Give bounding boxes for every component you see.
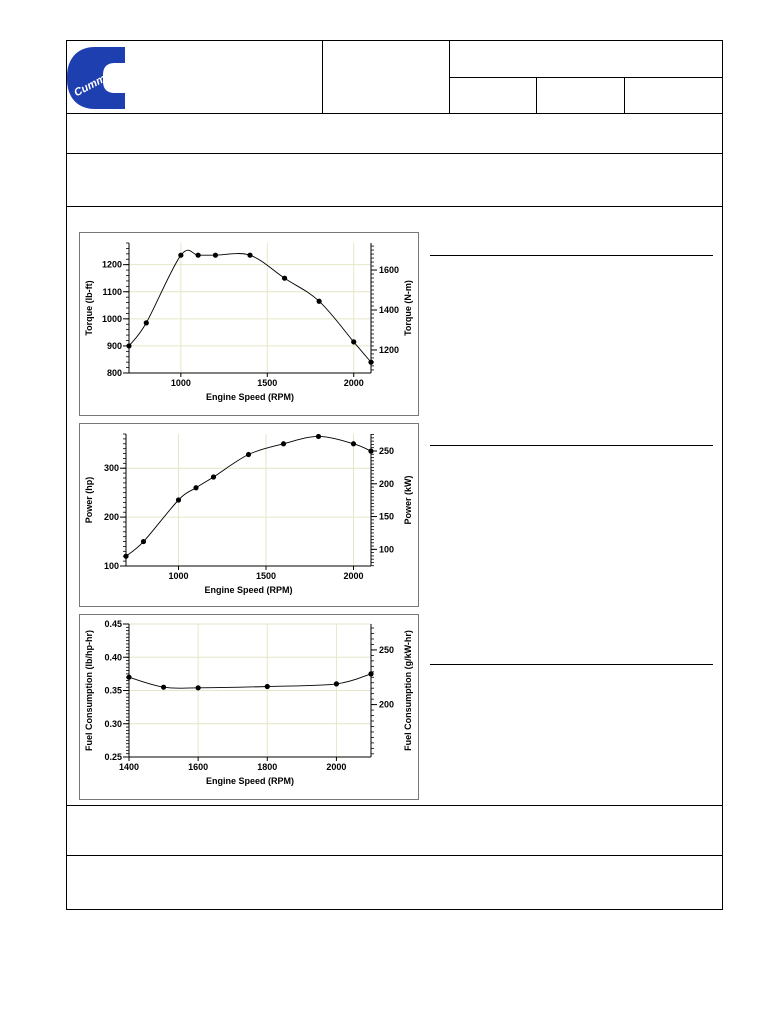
power-chart: [79, 423, 419, 607]
y-tick-label-0: 0.25: [104, 752, 122, 762]
fuel-consumption-chart: [79, 614, 419, 800]
data-point-5: [246, 452, 251, 457]
x-axis-title: Engine Speed (RPM): [205, 392, 295, 402]
row-line-4: [66, 805, 723, 806]
x-tick-label-3: 2000: [326, 762, 347, 772]
x-tick-label-0: 1000: [170, 378, 191, 388]
header-cell-divider-2: [624, 77, 625, 113]
data-point-0: [123, 554, 128, 559]
series-line: [129, 250, 371, 362]
data-point-3: [265, 684, 270, 689]
y2-tick-label-2: 1600: [379, 265, 400, 276]
data-point-2: [178, 253, 183, 258]
power-chart-svg: [80, 424, 420, 608]
y2-tick-label-0: 100: [379, 544, 395, 555]
x-tick-label-2: 2000: [343, 571, 364, 581]
data-point-9: [368, 360, 373, 365]
y-tick-label-1: 900: [106, 340, 122, 351]
data-point-5: [368, 671, 373, 676]
data-point-1: [144, 320, 149, 325]
y-axis-title: Fuel Consumption (lb/hp-hr): [84, 630, 94, 751]
y2-axis-title: Fuel Consumption (g/kW-hr): [403, 630, 413, 751]
data-point-2: [176, 497, 181, 502]
x-tick-label-2: 1800: [257, 762, 278, 772]
data-point-2: [196, 685, 201, 690]
data-point-1: [161, 685, 166, 690]
y2-tick-label-1: 1400: [379, 304, 400, 315]
spec-rule-torque: [430, 255, 713, 256]
y2-tick-label-2: 200: [379, 478, 395, 489]
torque-chart: [79, 232, 419, 416]
x-tick-label-1: 1500: [257, 378, 278, 388]
header-subrow-line: [449, 77, 723, 78]
data-point-3: [196, 253, 201, 258]
y-axis-title: Torque (lb-ft): [84, 280, 94, 336]
data-point-0: [126, 675, 131, 680]
y-tick-label-3: 0.40: [104, 652, 122, 663]
data-point-6: [281, 441, 286, 446]
y2-axis-title: Torque (N-m): [403, 280, 413, 336]
data-point-8: [351, 441, 356, 446]
fuel-consumption-chart-svg: [80, 615, 420, 801]
x-tick-label-1: 1500: [255, 571, 277, 581]
y2-tick-label-3: 250: [379, 445, 395, 456]
y-tick-label-3: 1100: [102, 286, 122, 297]
data-point-5: [247, 253, 252, 258]
data-point-4: [334, 681, 339, 686]
data-point-4: [213, 253, 218, 258]
data-point-1: [141, 539, 146, 544]
y2-tick-label-0: 1200: [379, 344, 400, 355]
y-axis-title: Power (hp): [84, 476, 94, 524]
y-tick-label-4: 1200: [101, 259, 122, 270]
spec-rule-power: [430, 445, 713, 446]
data-point-6: [282, 276, 287, 281]
data-point-9: [368, 449, 373, 454]
torque-chart-svg: [80, 233, 420, 417]
x-tick-label-2: 2000: [343, 378, 364, 388]
y-tick-label-1: 0.30: [104, 718, 122, 729]
y-tick-label-0: 800: [106, 368, 122, 378]
y-tick-label-0: 100: [103, 561, 119, 571]
x-axis-title: Engine Speed (RPM): [205, 776, 295, 786]
data-point-7: [316, 434, 321, 439]
header-cell-divider-1: [536, 77, 537, 113]
row-line-5: [66, 855, 723, 856]
row-line-2: [66, 153, 723, 154]
y2-tick-label-0: 200: [379, 699, 395, 710]
header-bottom-line: [66, 113, 723, 114]
data-point-7: [317, 299, 322, 304]
y-tick-label-4: 0.45: [104, 619, 122, 629]
x-tick-label-1: 1600: [188, 762, 209, 772]
data-point-0: [126, 343, 131, 348]
y-tick-label-2: 1000: [101, 313, 122, 324]
y-tick-label-2: 300: [103, 463, 119, 474]
y-tick-label-2: 0.35: [104, 685, 122, 696]
x-tick-label-0: 1000: [168, 571, 189, 581]
data-point-8: [351, 339, 356, 344]
y2-tick-label-1: 250: [379, 644, 395, 655]
data-point-3: [193, 485, 198, 490]
header-divider-1: [322, 40, 323, 113]
data-point-4: [211, 474, 216, 479]
x-axis-title: Engine Speed (RPM): [204, 585, 293, 595]
cummins-logo: [67, 47, 125, 109]
y2-tick-label-1: 150: [379, 511, 395, 522]
cummins-logo-text: Cummins: [72, 65, 123, 100]
y2-axis-title: Power (kW): [403, 475, 413, 525]
x-tick-label-0: 1400: [118, 762, 140, 772]
row-line-3: [66, 206, 723, 207]
spec-rule-fuel: [430, 664, 713, 665]
y-tick-label-1: 200: [103, 512, 119, 523]
